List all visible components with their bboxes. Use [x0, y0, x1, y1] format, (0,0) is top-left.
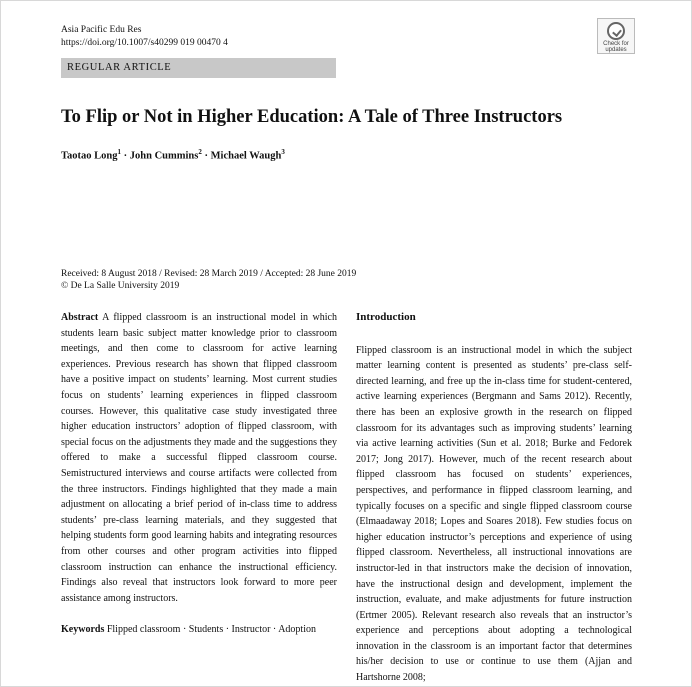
copyright-line: © De La Salle University 2019	[61, 281, 180, 291]
check-for-updates-badge[interactable]	[597, 18, 635, 54]
abstract-text: A flipped classroom is an instructional model in which students learn basic subject matter knowledge prior to classroom meetings, and then come to classroom for active learning experiences. Previous research has shown that flipped classroom have a positive impact on students’ learning. Most current studies focus on students’ learning experiences in flipped classroom courses. However, this qualitative case study investigated three higher education instructors’ adoption of flipped classroom, with special focus on the adjustments they made and the suggestions they offered to make a successful flipped classroom course. Semistructured interviews and course artifacts were collected from the three instructors. Findings highlighted that they made a main adjustment on allocating a brief period of in-class time to address students’ pre-class learning materials, and they suggested that helping students form good learning habits and integrating resources from other courses and other program activities into flipped classroom instruction can enhance the instructional efficiency. Findings also reveal that instructors look forward to more peer assistance among instructors.	[61, 312, 337, 604]
paper-title: To Flip or Not in Higher Education: A Tale of Three Instructors	[61, 107, 563, 127]
keywords	[61, 622, 337, 638]
author-separator: ·	[204, 150, 208, 162]
introduction-text: Flipped classroom is an instructional model in which the subject matter learning content is presented as students’ pre-class self-directed learning, and free up the in-class time for student-centered, active learning experiences (Bergmann and Sams 2012). Recently, there has been an explosive growth in the research on flipped classroom for its advantages such as improving students’ learning via active learning activities (Sun et al. 2018; Burke and Fedorek 2017; Jong 2017). However, much of the recent research about flipped classroom has focused on students’ experiences, perspectives, and performance in flipped classroom learning, and typically focuses on a specific and single flipped classroom course (Elmaadaway 2018; Lopes and Soares 2018). Few studies focus on higher education instructor’s perceptions and experience of using flipped classroom. Nevertheless, all instructional innovations are instructor-led in that instructors make the decision of innovation, have the instructional design and development, implement the instruction, evaluate, and make adjustments for future instruction (Ertmer 2005). Relevant research also reveals that an instructor’s experience and perceptions about adopting a technological innovation in the classroom is an important factor that determines his/her decision to use or continue to use them (Ajjan and Hartshorne 2008;	[356, 344, 632, 684]
abstract-label: Abstract	[61, 312, 99, 323]
keywords-text: Flipped classroom · Students · Instructor · Adoption	[106, 624, 316, 636]
keywords-label: Keywords	[61, 624, 105, 636]
publication-dates	[61, 268, 356, 292]
journal-name: Asia Pacific Edu Res	[61, 25, 142, 35]
badge-label: Check for updates	[603, 41, 629, 53]
affiliation-mark: 1	[117, 148, 122, 156]
abstract	[61, 310, 337, 606]
author-name[interactable]: Michael Waugh	[210, 150, 282, 162]
author-name[interactable]: Taotao Long	[61, 150, 118, 162]
article-type-banner: REGULAR ARTICLE	[61, 58, 336, 78]
left-column	[61, 310, 337, 638]
author-name[interactable]: John Cummins	[129, 150, 199, 162]
affiliation-mark: 3	[281, 148, 285, 156]
affiliation-mark: 2	[198, 148, 202, 156]
doi-link[interactable]: https://doi.org/10.1007/s40299 019 00470 4	[61, 38, 228, 48]
journal-header	[61, 24, 228, 50]
right-column	[356, 310, 632, 686]
history-dates: Received: 8 August 2018 / Revised: 28 March 2019 / Accepted: 28 June 2019	[61, 269, 357, 279]
author-list	[61, 148, 285, 162]
author-separator: ·	[123, 150, 128, 162]
introduction-heading: Introduction	[356, 311, 416, 323]
check-updates-icon	[607, 22, 625, 40]
